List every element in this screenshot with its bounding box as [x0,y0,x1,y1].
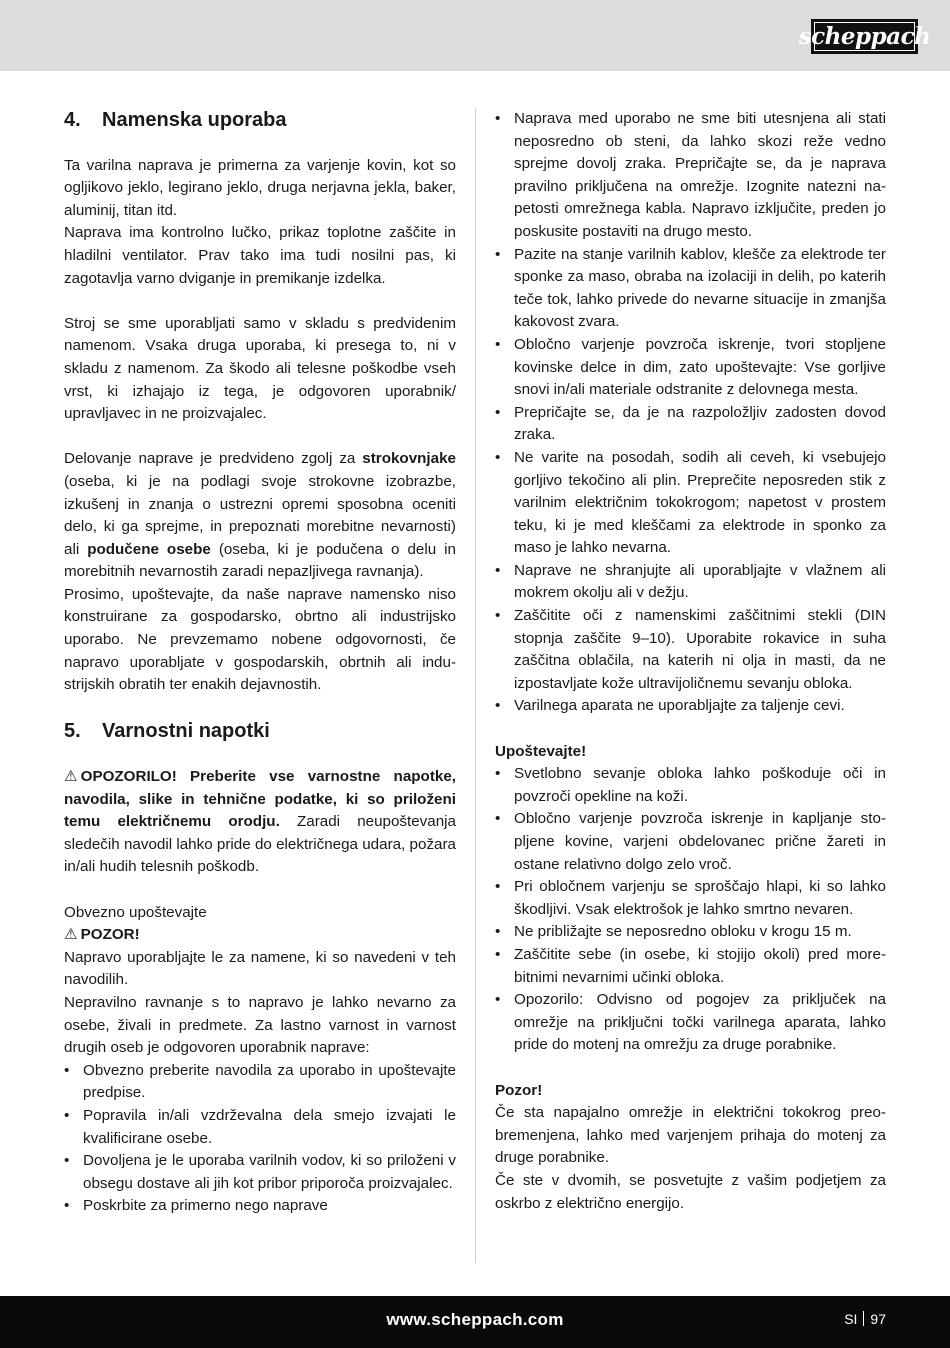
list-item: • Obločno varjenje povzroča iskrenje in kapljanje stopljene kovine, varjeni obdelovanec prične žareti in ostane relativno dolgo zelo vroč. [495,808,886,876]
intended-use-paragraph-4: Delovanje naprave je predvideno zgolj za strokovnjake (oseba, ki je na podlagi svoje strokovne izobrazbe, izkušenj in znanja o ustrezni opremi sposobna oceniti delo, ki ga sprejme, in prepoznati morebitne nevarnosti) ali podučene osebe (oseba, ki je podučena o delu in morebitnih nevarnostih zaradi nepazljivega ravnanja). [64,450,456,581]
list-item: • Zaščitite oči z namenskimi zaščitnimi stekli (DIN stopnja zaščite 9–10). Uporabite rokavice in suha zaščitna oblačila, na katerih ni olja in masti, da ne izpostavljate kože ultravijoličnemu sevanju obloka. [495,605,886,695]
list-item: • Naprave ne shranjujte ali uporabljajte v vlažnem ali mokrem okolju ali v dežju. [495,560,886,605]
section-4-heading [64,108,456,132]
safety-bullet-list-2 [495,763,886,1057]
list-item: • Popravila in/ali vzdrževalna dela smejo izvajati le kvalificirane osebe. [64,1105,456,1150]
list-item: • Ne približajte se neposredno obloku v krogu 15 m. [495,921,886,944]
section-5-title: Varnostni napotki [102,720,270,743]
section-5-number: 5. [64,720,81,743]
list-item: • Zaščitite sebe (in osebe, ki stojijo okoli) pred morebitnimi nevarnimi učinki obloka. [495,944,886,989]
section-4-number: 4. [64,109,81,131]
list-item: • Pri obločnem varjenju se sproščajo hlapi, ki so lahko škodljivi. Vsak elektrošok je lahko smrtno nevaren. [495,876,886,921]
language-code: SI [844,1311,858,1327]
list-item: • Obločno varjenje povzroča iskrenje, tvori stopljene kovinske delce in dim, zato upoštevajte: Vse gorljive snovi in/ali materiale odstranite z delovnega mesta. [495,334,886,402]
warning-paragraph: ⚠ OPOZORILO! Preberite vse varnostne napotke, navodila, slike in tehnične podatke, ki so priloženi temu električnemu orodju. Zaradi neupoštevanja sledečih navodil lahko pride do električnega udara, požara in/ali hudih telesnih poškodb. [64,768,456,876]
list-item: • Prepričajte se, da je na razpoložljiv zadosten dovod zraka. [495,402,886,447]
page-indicator [844,1311,886,1327]
column-divider [475,108,476,1263]
list-item: • Poskrbite za primerno nego naprave [64,1195,456,1218]
mandatory-note: Obvezno upoštevajte [64,903,207,921]
intended-use-paragraph-5: Prosimo, upoštevajte, da naše naprave namensko niso konstruirane za gospodarsko, obrtno ali industrijsko uporabo. Ne prevzemamo nobene odgovornosti, če napravo uporabljate v gospodarskih, obrtnih ali industrijskih obratih ter enakih dejavnostih. [64,585,456,694]
list-item: • Varilnega aparata ne uporabljajte za taljenje cevi. [495,695,886,718]
usage-paragraph: Napravo uporabljajte le za namene, ki so navedeni v teh navodilih. [64,948,456,989]
right-column [495,108,886,1215]
website-link[interactable]: www.scheppach.com [386,1310,564,1329]
footer-bar [0,1296,950,1348]
header-bar [0,0,950,71]
list-item: • Dovoljena je le uporaba varilnih vodov, ki so priloženi v obsegu dostave ali jih kot pribor priporoča proizvajalec. [64,1150,456,1195]
warning-triangle-icon: ⚠ [64,926,78,944]
responsibility-paragraph: Nepravilno ravnanje s to napravo je lahko nevarno za osebe, živali in predmete. Za lastno varnost in varnost drugih oseb je odgovoren uporabnik naprave: [64,993,456,1057]
left-column [64,108,456,1218]
consult-paragraph: Če ste v dvomih, se posvetujte z vašim podjetjem za oskrbo z električno energijo. [495,1171,886,1212]
list-item: • Opozorilo: Odvisno od pogojev za priključek na omrežje na priključni točki varilnega aparata, lahko pride do motenj na omrežju za druge porabnike. [495,989,886,1057]
overload-paragraph: Če sta napajalno omrežje in električni tokokrog preobremenjena, lahko med varjenjem prihaja do motenj za druge porabnike. [495,1104,886,1167]
caution-heading: Pozor! [495,1081,543,1099]
caution-label: ⚠ POZOR! [64,924,456,947]
intended-use-paragraph-3: Stroj se sme uporabljati samo v skladu s predvidenim namenom. Vsaka druga uporaba, ki presega to, ni v skladu z namenom. Za škodo ali telesne poškodbe vseh vrst, ki izhajajo iz tega, je odgovoren uporabnik/ upravljavec in ne proizvajalec. [64,314,456,423]
intended-use-paragraph-2: Naprava ima kontrolno lučko, prikaz toplotne zaščite in hladilni ventilator. Prav tako ima tudi nosilni pas, ki zagotavlja varno dviganje in premikanje izdelka. [64,224,456,287]
list-item: • Ne varite na posodah, sodih ali ceveh, ki vsebujejo gorljivo tekočino ali plin. Preprečite neposreden stik z varilnim električnim tokokrogom; napetost v prostem teku, ki je med kleščami za elektrode in sponko za maso je lahko nevarna. [495,447,886,560]
section-5-heading [64,719,456,743]
list-item: • Naprava med uporabo ne sme biti utesnjena ali stati neposredno ob steni, da lahko skozi reže vedno sprejme dovolj zraka. Prepričajte se, da je naprava pravilno priključena na omrežje. Izognite natezni napetosti omrežnega kabla. Napravo izključite, preden jo poskusite postaviti na drugo mesto. [495,108,886,244]
brand-logo: scheppach [811,19,918,54]
page-number: 97 [870,1311,886,1327]
note-heading: Upoštevajte! [495,742,587,760]
list-item: • Obvezno preberite navodila za uporabo in upoštevajte predpise. [64,1060,456,1105]
intended-use-paragraph-1: Ta varilna naprava je primerna za varjenje kovin, kot so ogljikovo jeklo, legirano jeklo, druga nerjavna jekla, baker, aluminij, titan itd. [64,156,456,219]
section-4-title: Namenska uporaba [102,109,287,131]
list-item: • Pazite na stanje varilnih kablov, klešče za elektrode ter sponke za maso, obraba na izolaciji in delih, po katerih teče tok, lahko privede do nevarne situacije in zmanjša kakovost zvara. [495,244,886,334]
list-item: • Svetlobno sevanje obloka lahko poškoduje oči in povzroči opekline na koži. [495,763,886,808]
operator-bullet-list [64,1060,456,1218]
safety-bullet-list-1 [495,108,886,718]
warning-triangle-icon: ⚠ [64,768,78,786]
